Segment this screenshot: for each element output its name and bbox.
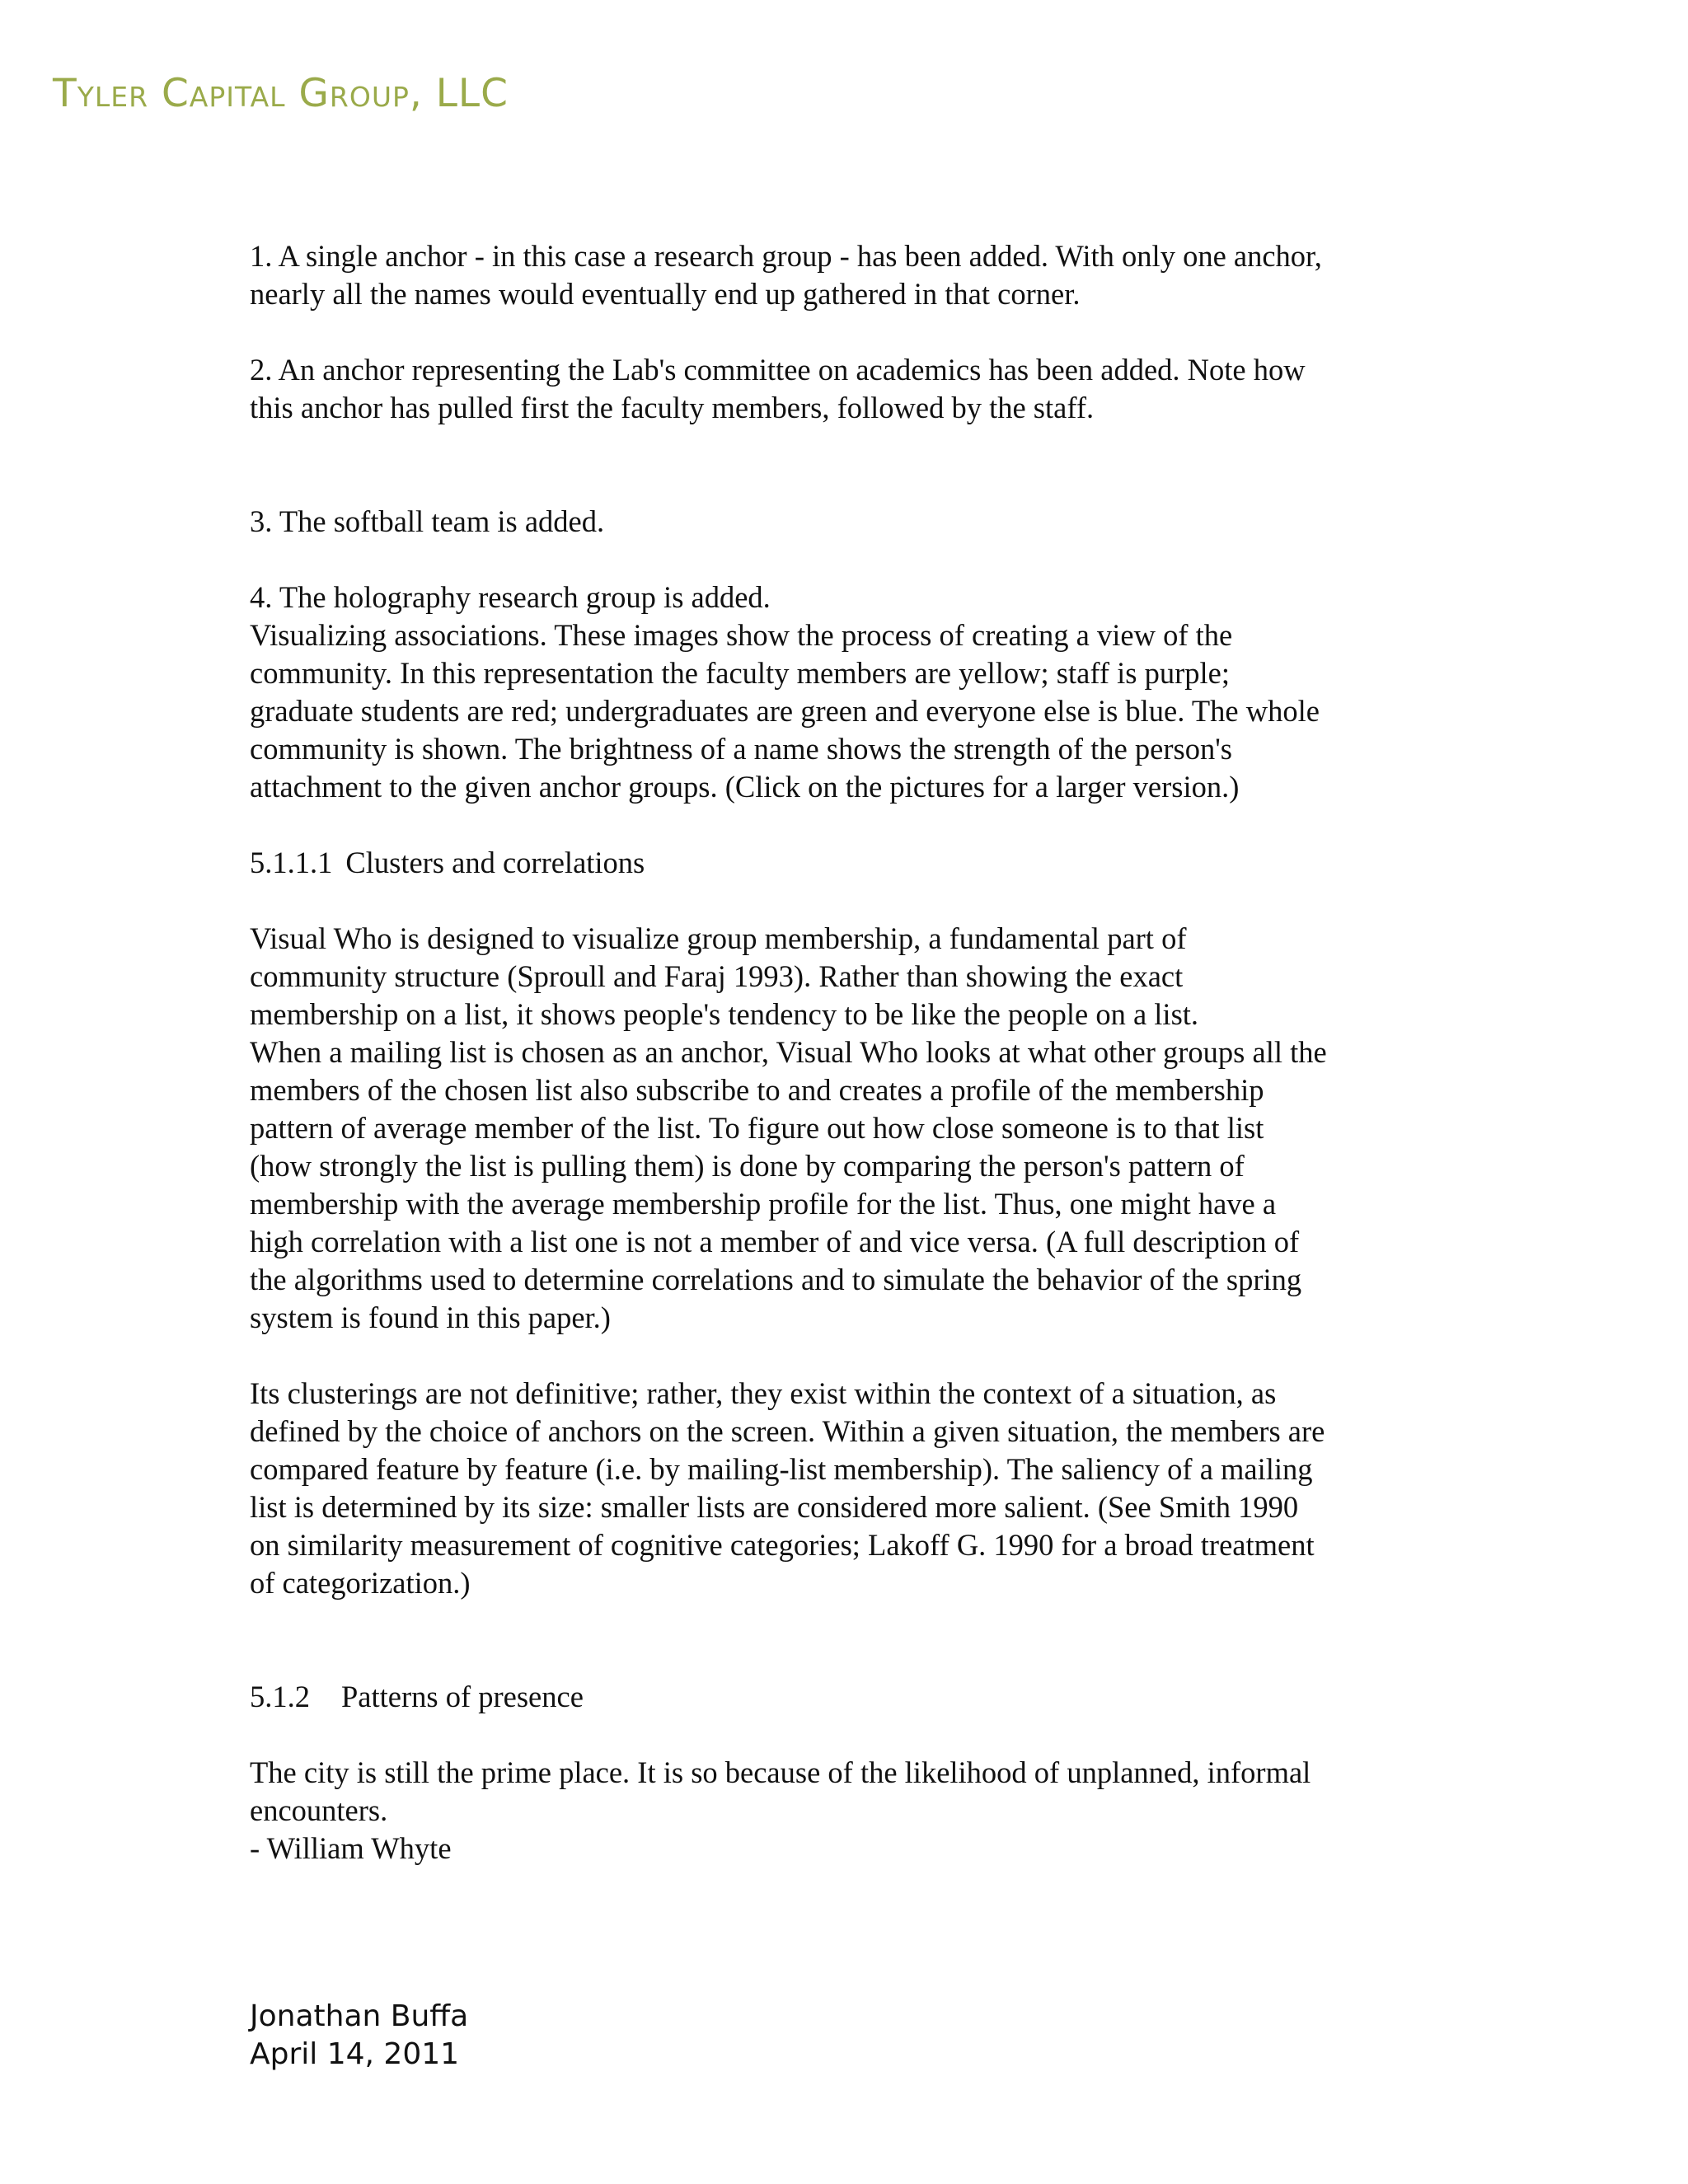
- quote-block: [250, 1754, 1453, 1868]
- quote-attribution: - William Whyte: [250, 1831, 452, 1865]
- step-4-paragraph: 4. The holography research group is added.: [250, 580, 771, 614]
- paragraph-line: on similarity measurement of cognitive categories; Lakoff G. 1990 for a broad treatment: [250, 1528, 1315, 1562]
- paragraph-line: pattern of average member of the list. To figure out how close someone is to that list: [250, 1111, 1264, 1145]
- letterhead-company-name: Tyler Capital Group, LLC: [53, 71, 509, 116]
- paragraph-line: membership on a list, it shows people's tendency to be like the people on a list.: [250, 997, 1199, 1031]
- caption-line: Visualizing associations. These images show the process of creating a view of the: [250, 618, 1233, 652]
- paragraph-line: Its clusterings are not definitive; rather, they exist within the context of a situation, as: [250, 1376, 1277, 1410]
- caption-line: community. In this representation the faculty members are yellow; staff is purple;: [250, 656, 1230, 690]
- quote-line-1: The city is still the prime place. It is so because of the likelihood of unplanned, informal: [250, 1755, 1311, 1789]
- document-body: [250, 237, 1453, 1868]
- step-3-paragraph: 3. The softball team is added.: [250, 504, 605, 538]
- paragraph-line: Visual Who is designed to visualize group membership, a fundamental part of: [250, 921, 1187, 955]
- paragraph-line: members of the chosen list also subscribe to and creates a profile of the membership: [250, 1073, 1264, 1107]
- paragraph-line: the algorithms used to determine correlations and to simulate the behavior of the spring: [250, 1263, 1302, 1296]
- step-1-line-1: 1. A single anchor - in this case a research group - has been added. With only one anchor,: [250, 239, 1322, 273]
- section-number: 5.1.1.1: [250, 846, 333, 879]
- quote-line-2: encounters.: [250, 1793, 388, 1827]
- step-2-line-2: this anchor has pulled first the faculty members, followed by the staff.: [250, 391, 1095, 424]
- signature-name: Jonathan Buffa: [250, 1999, 469, 2033]
- paragraph-line: system is found in this paper.): [250, 1301, 611, 1334]
- signature-block: [250, 1998, 468, 2074]
- section-heading-5-1-1-1: [250, 844, 1453, 882]
- caption-line: attachment to the given anchor groups. (Click on the pictures for a larger version.): [250, 770, 1240, 804]
- step-2-paragraph: [250, 351, 1453, 427]
- paragraph-line: defined by the choice of anchors on the screen. Within a given situation, the members are: [250, 1414, 1325, 1448]
- paragraph-line: compared feature by feature (i.e. by mailing-list membership). The saliency of a mailing: [250, 1452, 1313, 1486]
- section-heading-5-1-2: [250, 1678, 1453, 1716]
- section-title: Patterns of presence: [341, 1680, 584, 1713]
- paragraph-line: (how strongly the list is pulling them) is done by comparing the person's pattern of: [250, 1149, 1245, 1183]
- section-title: Clusters and correlations: [345, 846, 645, 879]
- caption-line: community is shown. The brightness of a name shows the strength of the person's: [250, 732, 1232, 766]
- paragraph-line: When a mailing list is chosen as an anchor, Visual Who looks at what other groups all the: [250, 1035, 1327, 1069]
- paragraph-line: of categorization.): [250, 1566, 471, 1600]
- step-1-line-2: nearly all the names would eventually end up gathered in that corner.: [250, 277, 1081, 311]
- caption-line: graduate students are red; undergraduates are green and everyone else is blue. The whole: [250, 694, 1320, 728]
- step-2-line-1: 2. An anchor representing the Lab's committee on academics has been added. Note how: [250, 353, 1306, 387]
- clusterings-paragraph: [250, 1375, 1453, 1602]
- paragraph-line: list is determined by its size: smaller lists are considered more salient. (See Smith 1990: [250, 1490, 1299, 1524]
- signature-date: April 14, 2011: [250, 2037, 460, 2071]
- figure-caption: [250, 616, 1453, 806]
- paragraph-line: membership with the average membership profile for the list. Thus, one might have a: [250, 1187, 1277, 1221]
- section-number: 5.1.2: [250, 1680, 310, 1713]
- step-1-paragraph: [250, 237, 1453, 313]
- paragraph-line: community structure (Sproull and Faraj 1993). Rather than showing the exact: [250, 959, 1184, 993]
- paragraph-line: high correlation with a list one is not a member of and vice versa. (A full description of: [250, 1225, 1300, 1258]
- visual-who-paragraph: [250, 920, 1453, 1337]
